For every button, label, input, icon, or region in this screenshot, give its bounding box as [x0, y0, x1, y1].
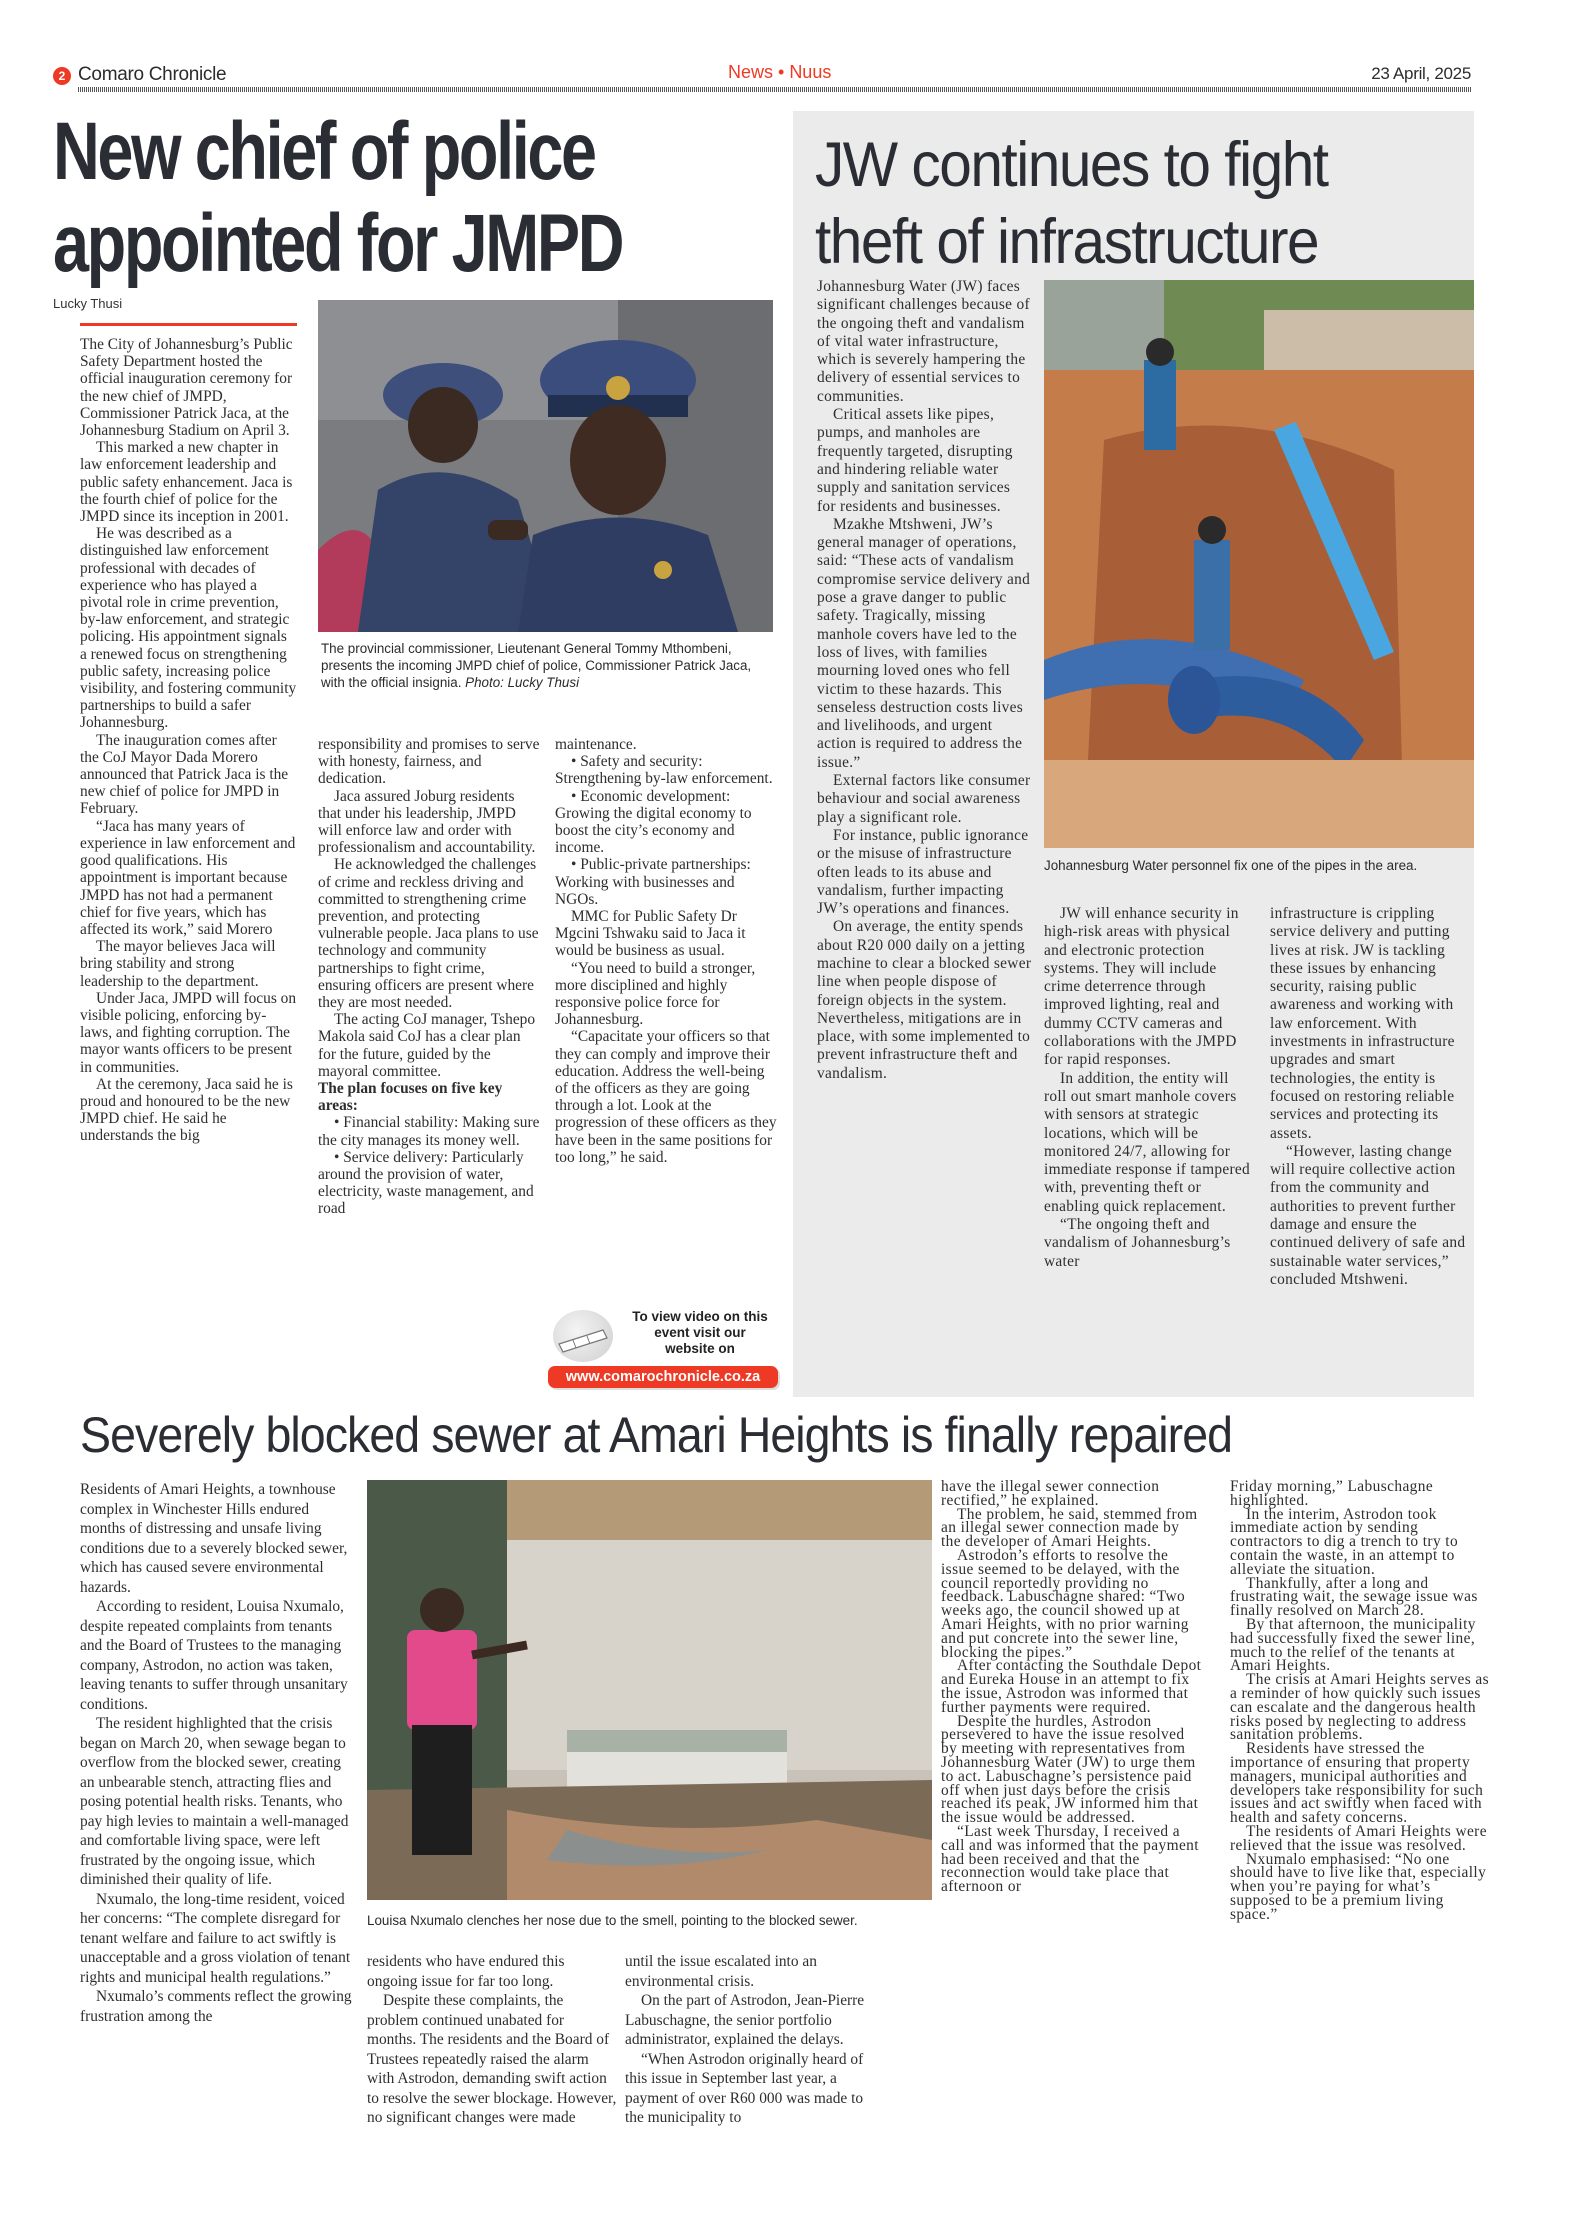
paragraph: According to resident, Louisa Nxumalo, despite repeated complaints from tenants and the Board of Trustees to the managing company, Astrodon, no action was taken, leaving tenants to suffer through unsanitary conditions. [80, 1598, 348, 1713]
paragraph: “You need to build a stronger, more disciplined and highly responsive police force for Johannesburg. [555, 959, 756, 1029]
paragraph: Nxumalo emphasised: “No one should have to live like that, especially when you’re paying for what’s supposed to be a premium living space.” [1230, 1850, 1487, 1923]
police-ceremony-photo [318, 300, 773, 632]
bullet-item: • Economic development: Growing the digital economy to boost the city’s economy and income. [555, 787, 752, 857]
paragraph: Nxumalo’s comments reflect the growing frustration among the [80, 1988, 352, 2025]
paragraph: The acting CoJ manager, Tshepo Makola said CoJ has a clear plan for the future, guided by the mayoral committee. [318, 1011, 536, 1080]
bullet-item: • Financial stability: Making sure the city manages its money well. [318, 1114, 540, 1149]
paragraph: “Capacitate your officers so that they can comply and improve their education. Address the well-being of the officers as they are going through a lot. Look at the progression of these officers as they have been in the same positions for too long,” he said. [555, 1028, 777, 1166]
film-reel-icon [553, 1310, 613, 1362]
bullet-item: • Service delivery: Particularly around the provision of water, electricity, waste management, and road [318, 1148, 534, 1218]
caption-text: The provincial commissioner, Lieutenant General Tommy Mthombeni, presents the incoming JMPD chief of police, Commissioner Patrick Jaca, with the official insignia. [321, 641, 752, 690]
publication-name: Comaro Chronicle [78, 64, 227, 85]
jw-pipe-repair-photo [1044, 280, 1474, 848]
video-promo-text: To view video on this event visit our website on [632, 1309, 768, 1356]
paragraph: Residents have stressed the importance of ensuring that property managers, municipal authorities and developers take responsibility for such issues and act swiftly when faced with health and safety concerns. [1230, 1740, 1484, 1827]
sewer-column-5 [1230, 1480, 1495, 1922]
paragraph: maintenance. [555, 736, 637, 753]
paragraph: He was described as a distinguished law enforcement professional with decades of experience who has played a pivotal role in crime prevention, by-law enforcement, and strategic policing. His appointment signals a renewed focus on strengthening public safety, increasing police visibility, and fostering community partnerships to build a safer Johannesburg. [80, 525, 297, 732]
paragraph: Residents of Amari Heights, a townhouse complex in Winchester Hills endured months of distressing and unsafe living conditions due to a severely blocked sewer, which has caused severe environmental hazards. [80, 1481, 348, 1596]
paragraph: Under Jaca, JMPD will focus on visible policing, enforcing by-laws, and fighting corruption. The mayor wants officers to be present in communities. [80, 989, 297, 1076]
police-headline-line2: appointed for JMPD [53, 198, 623, 289]
paragraph: infrastructure is crippling service delivery and putting lives at risk. JW is tackling these issues by enhancing security, raising public awareness and working with law enforcement. With investments in infrastructure upgrades and smart technologies, the entity is focused on restoring reliable services and protecting its assets. [1270, 905, 1455, 1142]
paragraph: Johannesburg Water (JW) faces significant challenges because of the ongoing theft and vandalism of vital water infrastructure, which is severely hampering the delivery of essential services to communities. [817, 278, 1030, 405]
sewer-column-1 [80, 1480, 355, 2026]
header-rule [78, 87, 1472, 92]
jw-headline: JW continues to fight theft of infrastructure [815, 130, 1328, 277]
paragraph: Despite the hurdles, Astrodon persevered to have the issue resolved by meeting with representatives from Johannesburg Water (JW) to urge them to act. Labuschagne’s persistence paid off when just days before the crisis reached its peak, JW informed him that the issue would be addressed. [941, 1712, 1199, 1827]
website-link[interactable]: www.comarochronicle.co.za [548, 1366, 778, 1388]
paragraph: MMC for Public Safety Dr Mgcini Tshwaku said to Jaca it would be business as usual. [555, 908, 746, 960]
sewer-headline: Severely blocked sewer at Amari Heights is finally repaired [80, 1407, 1233, 1463]
police-column-2 [318, 736, 540, 1218]
paragraph: “However, lasting change will require collective action from the community and authorities to prevent further damage and ensure the continued delivery of safe and sustainable water services,” concluded Mtshweni. [1270, 1142, 1466, 1288]
issue-date: 23 April, 2025 [1371, 64, 1471, 83]
paragraph: “Jaca has many years of experience in law enforcement and good qualifications. His appointment is important because JMPD has not had a permanent chief for five years, which has affected its work,” said Morero [80, 817, 296, 938]
jw-column-2 [1044, 905, 1254, 1271]
page-number-badge: 2 [53, 67, 71, 85]
paragraph: “Last week Thursday, I received a call and was informed that the payment had been received and that the reconnection would take place that afternoon or [941, 1822, 1199, 1896]
photo-credit: Photo: Lucky Thusi [465, 675, 580, 690]
police-headline-line1: New chief of police [53, 106, 595, 197]
bullet-item: • Public-private partnerships: Working with businesses and NGOs. [555, 856, 751, 908]
paragraph: For instance, public ignorance or the misuse of infrastructure often leads to its abuse and vandalism, further impacting JW’s operations and finances. [817, 826, 1029, 918]
police-photo-illustration [318, 300, 773, 632]
bullet-item: • Safety and security: Strengthening by-law enforcement. [555, 753, 773, 788]
pipe-photo-illustration [1044, 280, 1474, 848]
paragraph: By that afternoon, the municipality had successfully fixed the sewer line, much to the relief of the tenants at Amari Heights. [1230, 1615, 1476, 1675]
paragraph: External factors like consumer behaviour and social awareness play a significant role. [817, 772, 1031, 826]
paragraph: The problem, he said, stemmed from an illegal sewer connection made by the developer of Amari Heights. [941, 1505, 1198, 1551]
jw-column-3 [1270, 905, 1475, 1289]
paragraph: “The ongoing theft and vandalism of Johannesburg’s water [1044, 1216, 1231, 1270]
paragraph: The resident highlighted that the crisis began on March 20, when sewage began to overflow from the blocked sewer, creating an unbearable stench, attracting flies and posing potential health risks. Tenants, who pay high levies to maintain a well-managed and comfortable living space, were left frustrated by the ongoing issue, which diminished their quality of life. [80, 1715, 349, 1888]
paragraph: On the part of Astrodon, Jean-Pierre Labuschagne, the senior portfolio administrator, explained the delays. [625, 1992, 865, 2048]
sewer-photo-illustration [367, 1480, 932, 1900]
paragraph: In the interim, Astrodon took immediate action by sending contractors to dig a trench to try to contain the waste, in an attempt to alleviate the situation. [1230, 1505, 1459, 1578]
police-column-1 [80, 336, 297, 1145]
paragraph: He acknowledged the challenges of crime and reckless driving and committed to strengthening crime prevention, and protecting vulnerable people. Jaca plans to use technology and community partnerships to fight crime, ensuring officers are present where they are most needed. [318, 856, 539, 1012]
paragraph: Jaca assured Joburg residents that under his leadership, JMPD will enforce law and order with professionalism and accountability. [318, 787, 536, 857]
paragraph: Mzakhe Mtshweni, JW’s general manager of operations, said: “These acts of vandalism compromise service delivery and pose a grave danger to public safety. Tragically, missing manhole covers have led to the loss of lives, with families mourning loved ones who fell victim to these hazards. This senseless destruction costs lives and livelihoods, and urgent action is required to address the issue.” [817, 515, 1031, 771]
paragraph: Astrodon’s efforts to resolve the issue seemed to be delayed, with the council reportedly providing no feedback. Labuschagne shared: “Two weeks ago, the council showed up at Amari Heights, with no prior warning and put concrete into the sewer line, blocking the pipes.” [941, 1546, 1189, 1661]
police-column-3 [555, 736, 780, 1166]
paragraph: responsibility and promises to serve with honesty, fairness, and dedication. [318, 736, 540, 788]
police-headline [53, 106, 622, 290]
sewer-photo-caption: Louisa Nxumalo clenches her nose due to the smell, pointing to the blocked sewer. [367, 1913, 858, 1928]
plan-subheading: The plan focuses on five key areas: [318, 1080, 503, 1115]
paragraph: have the illegal sewer connection rectified,” he explained. [941, 1478, 1160, 1509]
paragraph: Critical assets like pipes, pumps, and manholes are frequently targeted, disrupting and hindering reliable water supply and sanitation services for residents and businesses. [817, 406, 1013, 515]
paragraph: Despite these complaints, the problem continued unabated for months. The residents and the Board of Trustees repeatedly raised the alarm with Astrodon, demanding swift action to resolve the sewer blockage. However, no significant changes were made [367, 1992, 617, 2126]
paragraph: Nxumalo, the long-time resident, voiced her concerns: “The complete disregard for tenant welfare and failure to act swiftly is unacceptable and a gross violation of tenant rights and municipal health regulations.” [80, 1890, 351, 1986]
paragraph: In addition, the entity will roll out smart manhole covers with sensors at strategic locations, which will be monitored 24/7, allowing for immediate response if tampered with, preventing theft or enabling quick replacement. [1044, 1069, 1251, 1215]
paragraph: At the ceremony, Jaca said he is proud and honoured to be the new JMPD chief. He said he understands the big [80, 1075, 293, 1145]
byline: Lucky Thusi [53, 296, 123, 311]
section-label: News • Nuus [728, 62, 832, 82]
paragraph: until the issue escalated into an environmental crisis. [625, 1953, 817, 1990]
sewer-column-4 [941, 1480, 1203, 1894]
sewer-column-2 [367, 1952, 617, 2128]
film-strip-icon [553, 1310, 613, 1362]
sewer-photo [367, 1480, 932, 1900]
police-photo-caption [321, 640, 773, 691]
paragraph: After contacting the Southdale Depot and Eureka House in an attempt to fix the issue, Astrodon was informed that further payments were required. [941, 1657, 1202, 1716]
paragraph: Friday morning,” Labuschagne highlighted. [1230, 1478, 1434, 1509]
paragraph: residents who have endured this ongoing issue for far too long. [367, 1953, 565, 1990]
paragraph: On average, the entity spends about R20 000 daily on a jetting machine to clear a blocked sewer line when people dispose of foreign objects in the system. Nevertheless, mitigations are in place, with some implemented to prevent infrastructure theft and vandalism. [817, 918, 1032, 1082]
paragraph: JW will enhance security in high-risk areas with physical and electronic protection systems. They will include crime deterrence through improved lighting, real and dummy CCTV cameras and collaborations with the JMPD for rapid responses. [1044, 905, 1239, 1069]
paragraph: “When Astrodon originally heard of this issue in September last year, a payment of over R60 000 was made to the municipality to [625, 2050, 864, 2126]
paragraph: The residents of Amari Heights were relieved that the issue was resolved. [1230, 1822, 1487, 1854]
sewer-column-3 [625, 1952, 870, 2128]
paragraph: The crisis at Amari Heights serves as a reminder of how quickly such issues can escalate and the dangerous health risks posed by neglecting to address sanitation problems. [1230, 1671, 1490, 1744]
paragraph: This marked a new chapter in law enforcement leadership and public safety enhancement. Jaca is the fourth chief of police for the JMPD since its inception in 2001. [80, 439, 293, 526]
paragraph: Thankfully, after a long and frustrating wait, the sewage issue was finally resolved on March 28. [1230, 1574, 1478, 1620]
byline-rule [80, 323, 297, 326]
paragraph: The City of Johannesburg’s Public Safety Department hosted the official inauguration ceremony for the new chief of JMPD, Commissioner Patrick Jaca, at the Johannesburg Stadium on April 3. [80, 336, 293, 440]
jw-column-1 [817, 278, 1032, 1083]
paragraph: The inauguration comes after the CoJ Mayor Dada Morero announced that Patrick Jaca is the new chief of police for JMPD in February. [80, 731, 289, 818]
paragraph: The mayor believes Jaca will bring stability and strong leadership to the department. [80, 938, 276, 990]
jw-photo-caption: Johannesburg Water personnel fix one of the pipes in the area. [1044, 858, 1418, 873]
